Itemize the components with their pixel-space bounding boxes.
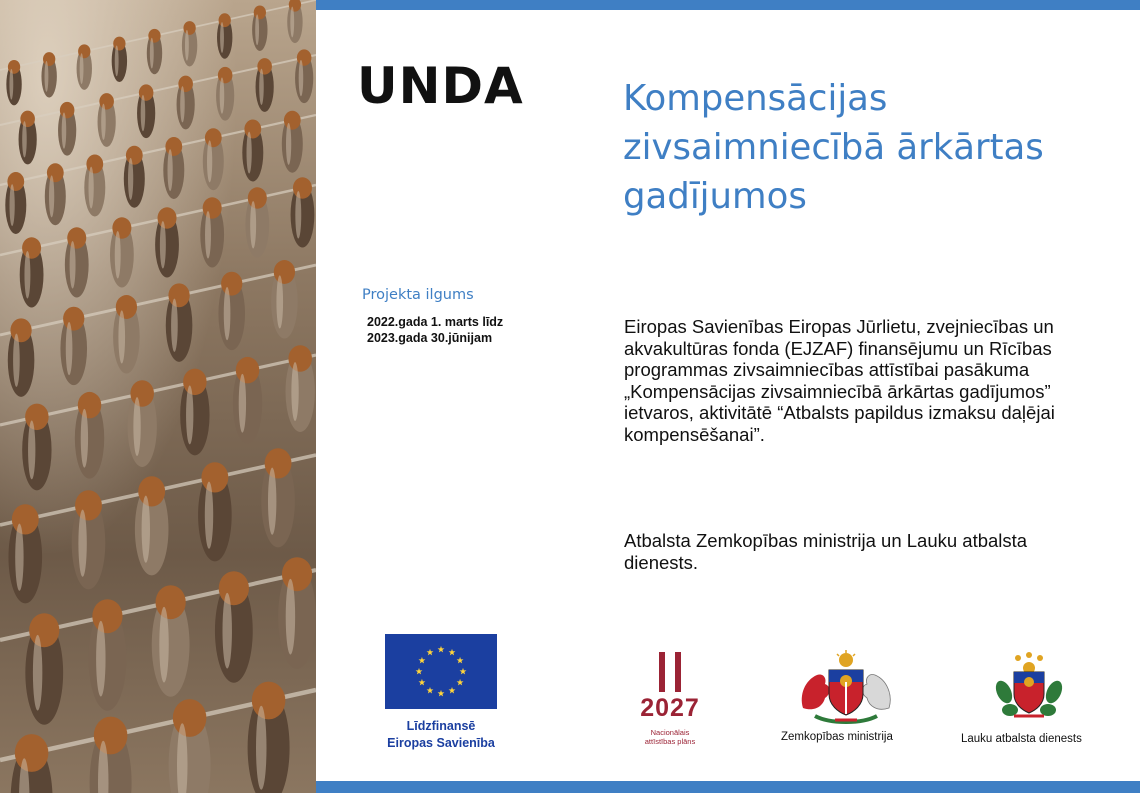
top-accent-bar [316,0,1140,10]
bottom-accent-bar [316,781,1140,793]
plan-caption-line2: attīstības plāns [644,737,696,746]
service-coat-of-arms-icon [992,652,1066,724]
eu-stars-icon [385,634,497,709]
project-period-end: 2023.gada 30.jūnijam [367,331,493,345]
eu-caption-line2: Eiropas Savienība [387,736,495,750]
plan-bars-icon [630,652,710,694]
plan-year: 2027 [640,694,700,722]
brand-name: UNDA [357,57,524,115]
service-caption: Lauku atbalsta dienests [961,733,1082,745]
national-plan-logo [630,652,710,748]
support-statement: Atbalsta Zemkopības ministrija un Lauku atbalsta dienests. [624,530,1028,573]
ministry-caption: Zemkopības ministrija [781,731,893,743]
plan-caption-line1: Nacionālais [650,728,690,737]
ministry-coat-of-arms-icon [795,650,897,726]
eu-caption-line1: Līdzfinansē [406,719,476,733]
eu-flag-logo [385,634,497,709]
project-duration-label: Projekta ilgums [362,287,474,303]
fish-drying-photo [0,0,316,793]
project-period-start: 2022.gada 1. marts līdz [367,315,504,329]
unda-logo [357,57,529,115]
page-title: Kompensācijas zivsaimniecībā ārkārtas gadījumos [623,78,1044,217]
funding-description: Eiropas Savienības Eiropas Jūrlietu, zvejniecības un akvakultūras fonda (EJZAF) finansējumu un Rīcības programmas zivsaimniecības attīstībai pasākuma „Kompensācijas zivsaimniecībā ārkārtas gadījumos” ietvaros, aktivitātē “Atbalsts papildus izmaksu daļējai kompensēšanai”. [624,316,1055,445]
